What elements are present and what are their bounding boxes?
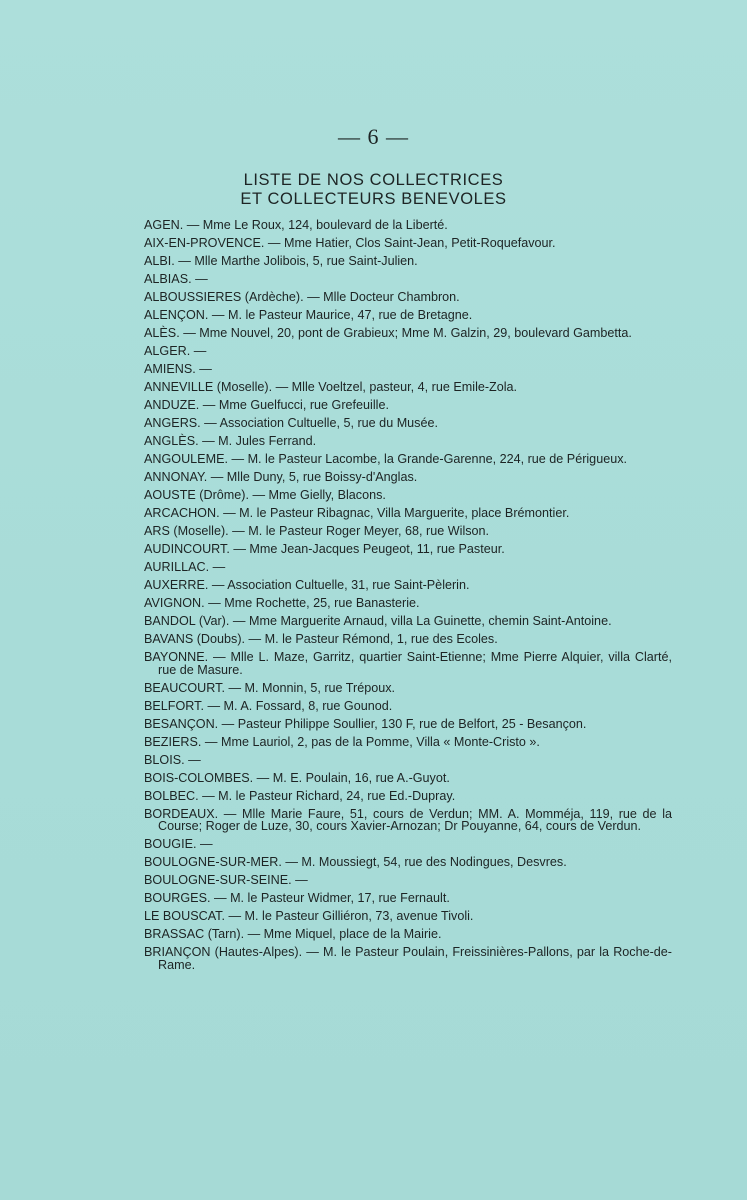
list-entry: ANGLÈS. — M. Jules Ferrand.	[144, 433, 317, 448]
list-entry: LE BOUSCAT. — M. le Pasteur Gilliéron, 73, avenue Tivoli.	[144, 909, 474, 924]
list-entry: AIX-EN-PROVENCE. — Mme Hatier, Clos Saint-Jean, Petit-Roquefavour.	[144, 235, 556, 250]
collector-list	[144, 219, 672, 977]
list-entry: ANGOULEME. — M. le Pasteur Lacombe, la Grande-Garenne, 224, rue de Périgueux.	[144, 451, 627, 466]
page-number: — 6 —	[338, 124, 409, 149]
list-entry: BESANÇON. — Pasteur Philippe Soullier, 130 F, rue de Belfort, 25 - Besançon.	[144, 716, 587, 731]
list-entry: AGEN. — Mme Le Roux, 124, boulevard de la Liberté.	[144, 218, 448, 232]
list-entry: ARS (Moselle). — M. le Pasteur Roger Meyer, 68, rue Wilson.	[144, 523, 490, 538]
list-entry: BEAUCOURT. — M. Monnin, 5, rue Trépoux.	[144, 680, 396, 695]
list-entry: AURILLAC. —	[144, 559, 226, 574]
list-entry: BOULOGNE-SUR-SEINE. —	[144, 873, 308, 888]
list-entry: BRASSAC (Tarn). — Mme Miquel, place de la Mairie.	[144, 927, 442, 942]
list-entry: ALBIAS. —	[144, 271, 208, 286]
list-entry: BAVANS (Doubs). — M. le Pasteur Rémond, 1, rue des Ecoles.	[144, 632, 498, 647]
list-entry: AUXERRE. — Association Cultuelle, 31, rue Saint-Pèlerin.	[144, 577, 470, 592]
list-entry: BAYONNE. — Mlle L. Maze, Garritz, quartier Saint-Etienne; Mme Pierre Alquier, villa Clarté, rue de Masure.	[144, 650, 672, 677]
list-entry: ANDUZE. — Mme Guelfucci, rue Grefeuille.	[144, 397, 389, 412]
list-entry: BRIANÇON (Hautes-Alpes). — M. le Pasteur Poulain, Freissinières-Pallons, par la Roche-de-Rame.	[144, 945, 672, 972]
list-entry: ARCACHON. — M. le Pasteur Ribagnac, Villa Marguerite, place Brémontier.	[144, 505, 570, 520]
list-entry: BOLBEC. — M. le Pasteur Richard, 24, rue Ed.-Dupray.	[144, 788, 456, 803]
list-entry: ALENÇON. — M. le Pasteur Maurice, 47, rue de Bretagne.	[144, 307, 473, 322]
list-entry: ALBI. — Mlle Marthe Jolibois, 5, rue Saint-Julien.	[144, 253, 418, 268]
list-entry: AVIGNON. — Mme Rochette, 25, rue Banasterie.	[144, 595, 420, 610]
list-entry: ANGERS. — Association Cultuelle, 5, rue du Musée.	[144, 415, 438, 430]
list-entry: ALÈS. — Mme Nouvel, 20, pont de Grabieux; Mme M. Galzin, 29, boulevard Gambetta.	[144, 325, 632, 340]
list-entry: BEZIERS. — Mme Lauriol, 2, pas de la Pomme, Villa « Monte-Cristo ».	[144, 734, 540, 749]
list-entry: ANNONAY. — Mlle Duny, 5, rue Boissy-d'Anglas.	[144, 469, 418, 484]
list-entry: AUDINCOURT. — Mme Jean-Jacques Peugeot, 11, rue Pasteur.	[144, 541, 505, 556]
list-entry: ALBOUSSIERES (Ardèche). — Mlle Docteur Chambron.	[144, 289, 460, 304]
list-entry: BELFORT. — M. A. Fossard, 8, rue Gounod.	[144, 698, 393, 713]
list-entry: AOUSTE (Drôme). — Mme Gielly, Blacons.	[144, 487, 386, 502]
page-title-line-2: ET COLLECTEURS BENEVOLES	[240, 190, 507, 208]
list-entry: BANDOL (Var). — Mme Marguerite Arnaud, villa La Guinette, chemin Saint-Antoine.	[144, 614, 612, 629]
list-entry: BOURGES. — M. le Pasteur Widmer, 17, rue Fernault.	[144, 891, 450, 906]
page-title-line-1: LISTE DE NOS COLLECTRICES	[243, 171, 504, 189]
list-entry: ALGER. —	[144, 343, 207, 358]
list-entry: BORDEAUX. — Mlle Marie Faure, 51, cours de Verdun; MM. A. Momméja, 119, rue de la Course; Roger de Luze, 30, cours Xavier-Arnozan; Dr Pouyanne, 64, cours de Verdun.	[144, 806, 672, 834]
list-entry: AMIENS. —	[144, 361, 212, 376]
list-entry: BLOIS. —	[144, 752, 201, 767]
list-entry: BOIS-COLOMBES. — M. E. Poulain, 16, rue A.-Guyot.	[144, 770, 450, 785]
list-entry: BOULOGNE-SUR-MER. — M. Moussiegt, 54, rue des Nodingues, Desvres.	[144, 855, 567, 870]
list-entry: BOUGIE. —	[144, 837, 213, 852]
list-entry: ANNEVILLE (Moselle). — Mlle Voeltzel, pasteur, 4, rue Emile-Zola.	[144, 379, 518, 394]
